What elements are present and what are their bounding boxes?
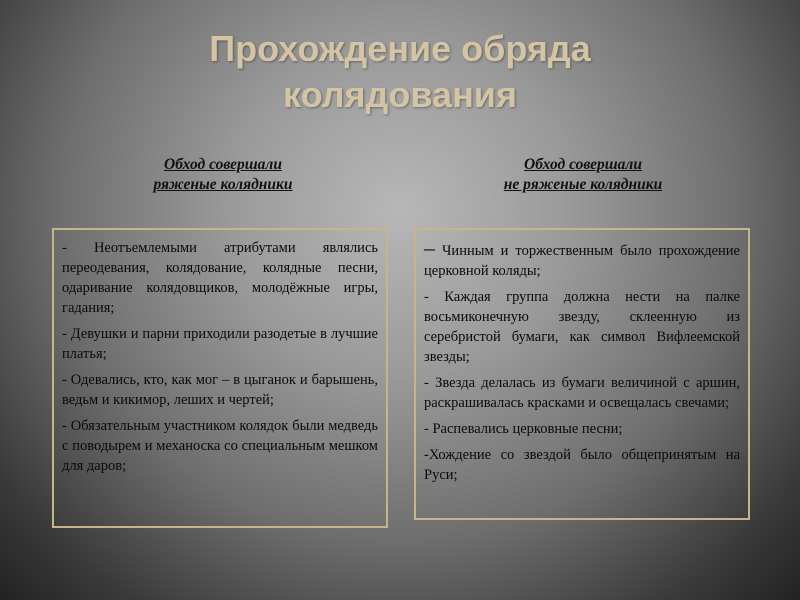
right-item-text: Чинным и торжественным было прохождение церковной коляды; xyxy=(424,243,740,279)
right-item: - Звезда делалась из бумаги величиной с аршин, раскрашивалась красками и освещалась свечами; xyxy=(424,375,740,411)
right-heading-line-1: Обход совершали xyxy=(524,156,642,173)
left-content-box xyxy=(52,228,388,528)
left-column-heading xyxy=(48,155,398,195)
left-heading-line-2: ряженые колядники xyxy=(153,176,293,193)
title-line-1: Прохождение обряда xyxy=(209,28,591,69)
left-item: - Неотъемлемыми атрибутами являлись переодевания, колядование, колядные песни, одаривание колядовщиков, молодёжные игры, гадания; xyxy=(62,240,378,316)
right-item: -Хождение со звездой было общепринятым на Руси; xyxy=(424,447,740,483)
right-column-heading xyxy=(408,155,758,195)
left-item: - Одевались, кто, как мог – в цыганок и барышень, ведьм и кикимор, леших и чертей; xyxy=(62,372,378,408)
right-content-box xyxy=(414,228,750,520)
right-item: - Каждая группа должна нести на палке восьмиконечную звезду, склеенную из серебристой бумаги, как символ Вифлеемской звезды; xyxy=(424,289,740,365)
right-item: - Распевались церковные песни; xyxy=(424,421,623,437)
left-item: - Обязательным участником колядок были медведь с поводырем и механоска со специальным мешком для даров; xyxy=(62,418,378,474)
left-item: - Девушки и парни приходили разодетые в лучшие платья; xyxy=(62,326,378,362)
right-item xyxy=(424,235,740,281)
left-heading-line-1: Обход совершали xyxy=(164,156,282,173)
right-first-dash: – xyxy=(424,235,435,260)
slide-title xyxy=(0,26,800,118)
title-line-2: колядования xyxy=(283,74,517,115)
right-heading-line-2: не ряженые колядники xyxy=(503,176,663,193)
